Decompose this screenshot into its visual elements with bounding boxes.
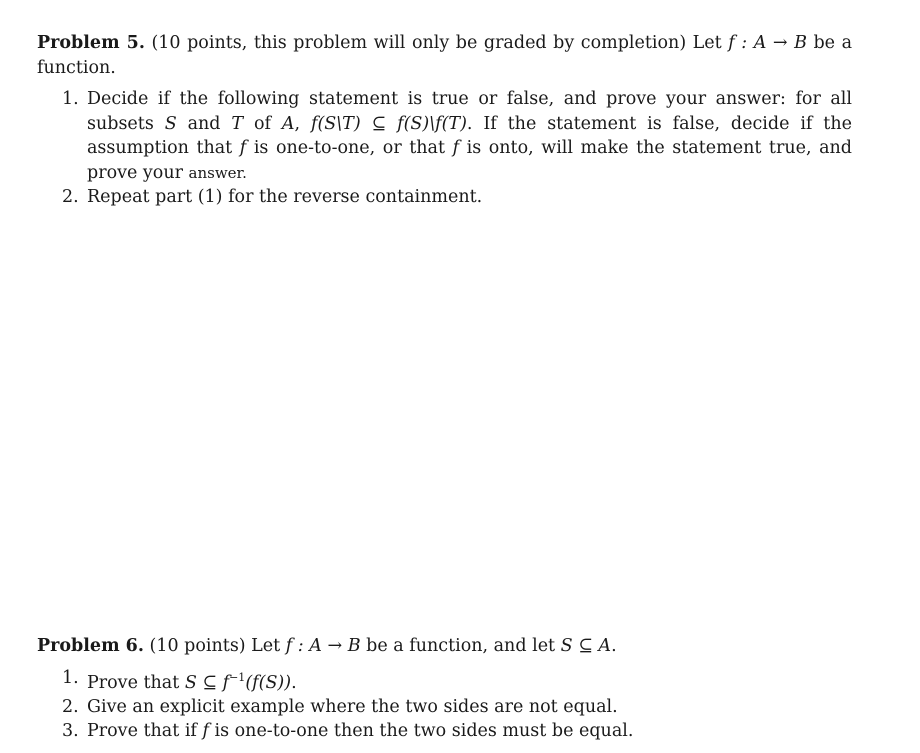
- problem-5-intro: (10 points, this problem will only be graded by completion) Let: [144, 33, 729, 53]
- item-text: and: [176, 113, 232, 134]
- math-f: f: [452, 138, 460, 158]
- item-number: 2.: [62, 696, 79, 717]
- problem-5-intro-end: be a function.: [37, 33, 853, 78]
- problem-6-parts: [37, 666, 852, 744]
- item-number: 2.: [62, 187, 79, 207]
- item-text: Prove that: [87, 672, 185, 693]
- problem-5-label: Problem 5.: [37, 33, 145, 53]
- problem-6: [37, 634, 852, 744]
- item-text: Give an explicit example where the two sides are not equal.: [87, 696, 618, 717]
- problem-6-intro-mid: be a function, and let: [360, 636, 561, 656]
- item-text: Decide if the following statement is true or false, and prove your answer: for all subsets: [87, 89, 852, 134]
- problem-5-statement: [37, 31, 852, 80]
- list-item: [37, 719, 852, 744]
- math-f: f: [728, 33, 735, 53]
- item-number: 1.: [62, 89, 79, 109]
- list-item: [37, 695, 852, 720]
- math-preimage-arg: (f(S)): [245, 672, 292, 693]
- item-text: .: [291, 672, 297, 693]
- math-subset: S ⊆ A: [560, 636, 612, 656]
- item-text: is one-to-one, or that: [246, 138, 453, 158]
- math-preimage: S ⊆ f: [184, 672, 230, 693]
- math-superscript: −1: [229, 670, 246, 684]
- item-text: Prove that if: [87, 721, 203, 742]
- math-S: S: [164, 113, 177, 134]
- item-text: . If the statement is false, decide if the assumption that: [87, 113, 852, 158]
- problem-6-intro: (10 points) Let: [143, 636, 286, 656]
- list-item: [37, 87, 852, 185]
- item-text: of: [243, 113, 282, 134]
- item-number: 1.: [62, 667, 79, 688]
- problem-5-parts: [37, 87, 852, 210]
- problem-5: [37, 31, 852, 210]
- item-text: ,: [294, 113, 311, 134]
- problem-6-statement: [37, 634, 852, 659]
- item-text: is one-to-one then the two sides must be equal.: [208, 721, 634, 742]
- math-T: T: [231, 113, 244, 134]
- problem-6-intro-end: .: [611, 636, 617, 656]
- problem-6-label: Problem 6.: [37, 636, 144, 656]
- math-mapping: f : A → B: [285, 636, 361, 656]
- math-f: f: [239, 138, 247, 158]
- list-item: [37, 666, 852, 695]
- math-containment: f(S\T) ⊆ f(S)\f(T): [310, 113, 467, 134]
- item-number: 3.: [62, 721, 79, 742]
- item-text: answer.: [188, 163, 247, 182]
- item-text: Repeat part (1) for the reverse containment.: [87, 187, 483, 207]
- math-A: A: [281, 113, 295, 134]
- list-item: [37, 185, 852, 210]
- item-text: is onto, will make the statement true, and prove your: [87, 138, 852, 183]
- math-mapping: : A → B: [734, 33, 807, 53]
- math-f: f: [202, 721, 209, 742]
